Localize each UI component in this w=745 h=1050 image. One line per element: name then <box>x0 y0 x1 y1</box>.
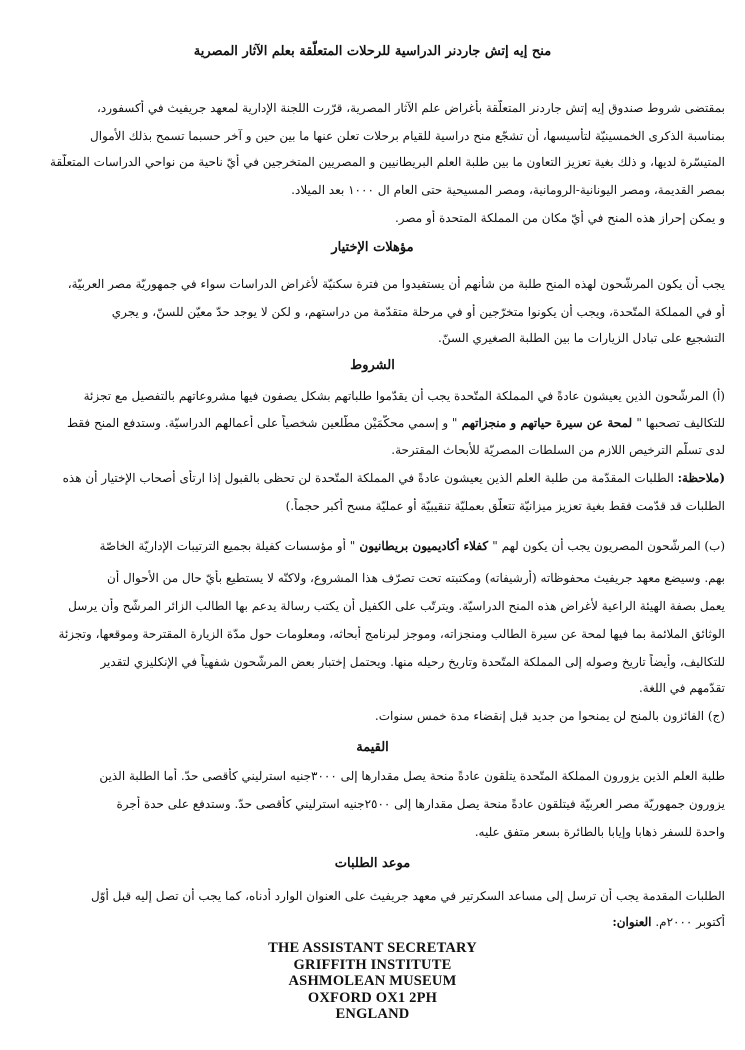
address-line: GRIFFITH INSTITUTE <box>293 956 452 973</box>
deadline-line: الطلبات المقدمة يجب أن ترسل إلى مساعد السكرتير في معهد جريفيث على العنوان الوارد أدناه، كما يجب أن تصل إليه قبل أوّل <box>90 889 725 903</box>
condition-b-text: " أو مؤسسات كفيلة بجميع الترتيبات الإداريّة الخاصّة <box>99 539 356 553</box>
note-line <box>13 470 725 486</box>
intro-line: بمصر القديمة، ومصر اليونانية-الرومانية، ومصر المسيحية حتى العام ال ١٠٠٠ بعد الميلاد. <box>291 183 725 197</box>
deadline-heading: موعد الطلبات <box>334 856 411 871</box>
conditions-heading: الشروط <box>350 358 395 373</box>
condition-a-line: لدى تسلّم الترخيص اللازم من السلطات المصريّة للأبحاث المقترحة. <box>391 443 725 457</box>
condition-b-line: يعمل بصفة الهيئة الراعية لأغراض هذه المنح الدراسيّة. ويترتّب على الكفيل أن يكتب رسالة يدعم بها الطالب الزائر المرشّح وأن يرسل <box>68 599 725 613</box>
document-title: منح إيه إتش جاردنر الدراسية للرحلات المتعلّقة بعلم الآثار المصرية <box>193 44 552 59</box>
condition-b-line: للتكاليف، وأيضاً تاريخ وصوله إلى المملكة المتّحدة وتاريخ رحيله منها. ويحتمل إختبار بعض المرشّحون شفهياً في الإنكليزي لتقدير <box>100 655 725 669</box>
condition-b-text: (ب) المرشّحون المصريون يجب أن يكون لهم " <box>492 539 725 553</box>
condition-a-text: للتكاليف تصحبها " <box>636 416 725 430</box>
note-label: (ملاحظة: <box>677 471 725 485</box>
address-line: ASHMOLEAN MUSEUM <box>288 973 457 989</box>
condition-a-line <box>13 415 725 431</box>
condition-b-line: تقدّمهم في اللغة. <box>638 681 725 695</box>
value-line: يزورون جمهوريّة مصر العربيّة فيتلقون عادةً منحة يصل مقدارها إلى ٢٥٠٠جنيه استرليني كأقصى حدّ. وستدفع على حدة أجرة <box>116 797 725 811</box>
condition-c-line: (ج) الفائزون بالمنح لن يمنحوا من جديد قبل إنقضاء مدة خمس سنوات. <box>374 709 725 723</box>
condition-b-line <box>13 538 725 554</box>
intro-line: بمقتضى شروط صندوق إيه إتش جاردنر المتعلّقة بأغراض علم الآثار المصرية، قرّرت اللجنة الإدارية لمعهد جريفيث في أكسفورد، <box>97 101 725 115</box>
qualifications-line: التشجيع على تبادل الزيارات ما بين الطلبة الصغيري السنّ. <box>438 331 725 345</box>
address-line: ENGLAND <box>335 1006 410 1022</box>
intro-line: بمناسبة الذكرى الخمسينيّة لتأسيسها، أن تشجّع منح دراسية للقيام برحلات تعلن عنها ما بين حين و آخر حسبما تسمح بذلك الأموال <box>89 129 725 143</box>
condition-a-line: (أ) المرشّحون الذين يعيشون عادةً في المملكة المتّحدة يجب أن يقدّموا طلباتهم بشكل يصفون فيها مشروعاتهم بالتفصيل مع تجزئة <box>83 389 725 403</box>
address-line: OXFORD OX1 2PH <box>307 989 438 1006</box>
deadline-line <box>13 914 725 930</box>
qualifications-line: يجب أن يكون المرشّحون لهذه المنح طلبة من شأنهم أن يستفيدوا من فترة سكنيّة لأغراض الدراسات سواء في جمهوريّة مصر العربيّة، <box>67 277 725 291</box>
condition-b-line: بهم. وسيضع معهد جريفيث محفوظاته (أرشيفاته) ومكتبته تحت تصرّف هذا المشروع، ولاكنّه لا يستطيع بأيّ حال من الأحوال أن <box>107 571 725 585</box>
value-heading: القيمة <box>356 740 389 755</box>
condition-a-bold-text: لمحة عن سيرة حياتهم و منجزاتهم <box>457 416 637 430</box>
qualifications-line: أو في المملكة المتّحدة، ويجب أن يكونوا متخرّجين أو في مرحلة متقدّمة من دراستهم، و لكن لا يوجد حدّ معيّن للسنّ، و يجري <box>111 305 725 319</box>
deadline-date: أكتوبر ٢٠٠٠م. <box>651 915 725 929</box>
value-line: طلبة العلم الذين يزورون المملكة المتّحدة يتلقون عادةً منحة يصل مقدارها إلى ٣٠٠٠جنيه استرليني كأقصى حدّ. أما الطلبة الذين <box>99 769 725 783</box>
condition-b-line: الوثائق الملائمة بما فيها لمحة عن سيرة الطالب ومنجزاته، وموجز لبرنامج أبحاثه، ومعلومات حول مدّة الزيارة المقترحة وموقعها، وتجزئة <box>58 627 725 641</box>
mailing-address <box>140 940 605 1023</box>
qualifications-heading: مؤهلات الإختيار <box>331 240 414 255</box>
condition-a-text: " و إسمي محكّمَيْن مطّلعين شخصياً على أعمالهم الدراسيّة. وستدفع المنح فقط <box>66 416 458 430</box>
intro-line: المتيسّرة لديها، و ذلك بغية تعزيز التعاون ما بين طلبة العلم البريطانيين و المصريين المتخرجين في أيّ ناحية من نواحي الدراسات المتعلّقة <box>50 155 725 169</box>
note-text: الطلبات المقدّمة من طلبة العلم الذين يعيشون عادةً في المملكة المتّحدة لن تحظى بالقبول إذا ارتأى أصحاب الإختيار أن هذه <box>62 471 678 485</box>
address-line: THE ASSISTANT SECRETARY <box>268 940 477 956</box>
intro-line: و يمكن إحراز هذه المنح في أيّ مكان من المملكة المتحدة أو مصر. <box>394 211 725 225</box>
note-line: الطلبات قد قدّمت فقط بغية تعزيز ميزانيّة تتعلّق بعمليّة تنقيبيّة أو عمليّة مسح أكبر حجماً.) <box>285 499 725 513</box>
condition-b-bold-text: كفلاء أكاديميون بريطانيون <box>355 539 493 553</box>
value-line: واحدة للسفر ذهابا وإيابا بالطائرة بسعر متفق عليه. <box>474 825 725 839</box>
address-label: العنوان: <box>612 915 652 929</box>
